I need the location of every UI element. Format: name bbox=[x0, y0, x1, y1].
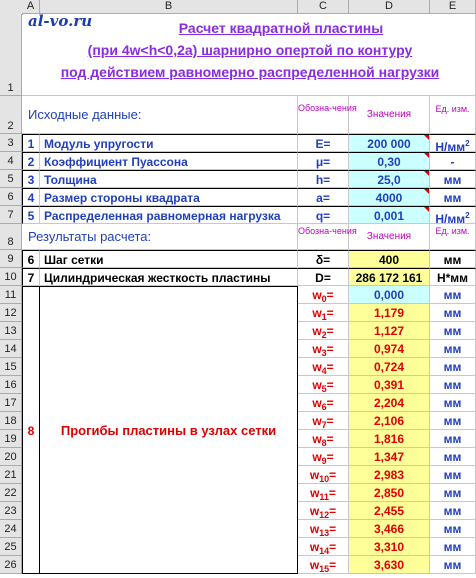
row-header-18[interactable]: 18 bbox=[0, 412, 22, 430]
row-header-1[interactable]: 1 bbox=[0, 14, 22, 96]
deflection-value[interactable]: 2,983 bbox=[349, 466, 430, 484]
deflection-unit[interactable]: мм bbox=[430, 394, 476, 412]
row-header-23[interactable]: 23 bbox=[0, 502, 22, 520]
column-header-c[interactable]: C bbox=[298, 0, 349, 14]
deflection-value[interactable]: 0,974 bbox=[349, 340, 430, 358]
result-unit[interactable]: мм bbox=[430, 250, 476, 268]
row-header-16[interactable]: 16 bbox=[0, 376, 22, 394]
deflection-unit[interactable]: мм bbox=[430, 502, 476, 520]
deflection-value[interactable]: 1,179 bbox=[349, 304, 430, 322]
column-header-b[interactable]: B bbox=[40, 0, 298, 14]
row-header-17[interactable]: 17 bbox=[0, 394, 22, 412]
column-header-e[interactable]: E bbox=[430, 0, 476, 14]
input-number[interactable]: 5 bbox=[22, 206, 40, 224]
input-symbol[interactable]: h= bbox=[298, 170, 349, 188]
input-number[interactable]: 1 bbox=[22, 134, 40, 152]
input-unit[interactable]: - bbox=[430, 152, 476, 170]
result-symbol[interactable]: δ= bbox=[298, 250, 349, 268]
input-unit[interactable]: мм bbox=[430, 188, 476, 206]
designation-header-2[interactable]: Обозна-чения bbox=[298, 224, 349, 250]
deflection-value[interactable]: 1,127 bbox=[349, 322, 430, 340]
deflection-symbol[interactable]: $w_{14}=$ bbox=[298, 538, 349, 556]
deflection-symbol[interactable]: $w_7=$ bbox=[298, 412, 349, 430]
input-number[interactable]: 3 bbox=[22, 170, 40, 188]
deflection-symbol[interactable]: $w_{11}=$ bbox=[298, 484, 349, 502]
deflection-symbol[interactable]: $w_5=$ bbox=[298, 376, 349, 394]
input-unit[interactable]: $Н/мм^2$ bbox=[430, 206, 476, 224]
input-value[interactable]: 4000 bbox=[349, 188, 430, 206]
input-value[interactable]: 25,0 bbox=[349, 170, 430, 188]
input-symbol[interactable]: a= bbox=[298, 188, 349, 206]
deflection-symbol[interactable]: $w_3=$ bbox=[298, 340, 349, 358]
row-header-25[interactable]: 25 bbox=[0, 538, 22, 556]
logo: al-vo.ru bbox=[28, 12, 93, 30]
input-label[interactable]: Толщина bbox=[40, 170, 298, 188]
result-symbol[interactable]: D= bbox=[298, 268, 349, 286]
deflection-unit[interactable]: мм bbox=[430, 484, 476, 502]
input-value[interactable]: 0,001 bbox=[349, 206, 430, 224]
deflection-value[interactable]: 2,850 bbox=[349, 484, 430, 502]
input-label[interactable]: Модуль упругости bbox=[40, 134, 298, 152]
input-label[interactable]: Размер стороны квадрата bbox=[40, 188, 298, 206]
title-line-3: под действием равномерно распределенной нагрузки bbox=[60, 64, 440, 80]
column-header-a[interactable]: A bbox=[22, 0, 40, 14]
row-header-2[interactable]: 2 bbox=[0, 96, 22, 134]
deflection-value[interactable]: 1,347 bbox=[349, 448, 430, 466]
row-header-10[interactable]: 10 bbox=[0, 268, 22, 286]
designation-header[interactable]: Обозна-чения bbox=[298, 96, 349, 134]
result-number[interactable]: 7 bbox=[22, 268, 40, 286]
deflection-value[interactable]: 2,455 bbox=[349, 502, 430, 520]
input-label[interactable]: Распределенная равномерная нагрузка bbox=[40, 206, 298, 224]
row-header-24[interactable]: 24 bbox=[0, 520, 22, 538]
deflection-symbol[interactable]: $w_{10}=$ bbox=[298, 466, 349, 484]
row-header-4[interactable]: 4 bbox=[0, 152, 22, 170]
row-header-8[interactable]: 8 bbox=[0, 224, 22, 250]
deflection-value[interactable]: 0,000 bbox=[349, 286, 430, 304]
deflection-value[interactable]: 0,724 bbox=[349, 358, 430, 376]
row-header-13[interactable]: 13 bbox=[0, 322, 22, 340]
title-line-1: Расчет квадратной пластины bbox=[178, 20, 384, 36]
row-header-21[interactable]: 21 bbox=[0, 466, 22, 484]
deflection-symbol[interactable]: $w_9=$ bbox=[298, 448, 349, 466]
row-header-6[interactable]: 6 bbox=[0, 188, 22, 206]
deflection-unit[interactable]: мм bbox=[430, 448, 476, 466]
deflection-symbol[interactable]: $w_{12}=$ bbox=[298, 502, 349, 520]
row-header-9[interactable]: 9 bbox=[0, 250, 22, 268]
input-number[interactable]: 4 bbox=[22, 188, 40, 206]
deflection-value[interactable]: 0,391 bbox=[349, 376, 430, 394]
result-value[interactable]: 400 bbox=[349, 250, 430, 268]
deflection-unit[interactable]: мм bbox=[430, 538, 476, 556]
deflection-unit[interactable]: мм bbox=[430, 556, 476, 574]
unit-header[interactable]: Ед. изм. bbox=[430, 96, 476, 134]
deflection-unit[interactable]: мм bbox=[430, 430, 476, 448]
deflection-value[interactable]: 3,310 bbox=[349, 538, 430, 556]
input-symbol[interactable]: E= bbox=[298, 134, 349, 152]
deflection-value[interactable]: 3,466 bbox=[349, 520, 430, 538]
row-header-3[interactable]: 3 bbox=[0, 134, 22, 152]
row-header-22[interactable]: 22 bbox=[0, 484, 22, 502]
row-header-12[interactable]: 12 bbox=[0, 304, 22, 322]
row-header-7[interactable]: 7 bbox=[0, 206, 22, 224]
row-header-5[interactable]: 5 bbox=[0, 170, 22, 188]
deflection-unit[interactable]: мм bbox=[430, 304, 476, 322]
deflection-symbol[interactable]: $w_6=$ bbox=[298, 394, 349, 412]
deflection-unit[interactable]: мм bbox=[430, 376, 476, 394]
deflections-number[interactable]: 8 bbox=[22, 286, 40, 574]
row-header-20[interactable]: 20 bbox=[0, 448, 22, 466]
deflection-unit[interactable]: мм bbox=[430, 412, 476, 430]
input-number[interactable]: 2 bbox=[22, 152, 40, 170]
input-data-header[interactable]: Исходные данные: bbox=[22, 96, 298, 134]
row-header-14[interactable]: 14 bbox=[0, 340, 22, 358]
row-header-19[interactable]: 19 bbox=[0, 430, 22, 448]
result-value[interactable]: 286 172 161 bbox=[349, 268, 430, 286]
results-header[interactable]: Результаты расчета: bbox=[22, 224, 298, 250]
result-number[interactable]: 6 bbox=[22, 250, 40, 268]
input-symbol[interactable]: q= bbox=[298, 206, 349, 224]
unit-header-2[interactable]: Ед. изм. bbox=[430, 224, 476, 250]
deflection-unit[interactable]: мм bbox=[430, 286, 476, 304]
input-symbol[interactable]: μ= bbox=[298, 152, 349, 170]
deflection-unit[interactable]: мм bbox=[430, 322, 476, 340]
select-all-corner[interactable] bbox=[0, 0, 23, 15]
deflections-label[interactable]: Прогибы пластины в узлах сетки bbox=[40, 286, 298, 574]
deflection-value[interactable]: 1,816 bbox=[349, 430, 430, 448]
deflection-unit[interactable]: мм bbox=[430, 358, 476, 376]
title-line-2: (при 4w<h<0,2a) шарнирно опертой по контуру bbox=[87, 42, 413, 58]
deflection-symbol[interactable]: $w_{15}=$ bbox=[298, 556, 349, 574]
deflection-unit[interactable]: мм bbox=[430, 520, 476, 538]
value-header-2[interactable]: Значения bbox=[349, 224, 430, 250]
input-value[interactable]: 0,30 bbox=[349, 152, 430, 170]
row-header-26[interactable]: 26 bbox=[0, 556, 22, 574]
input-value[interactable]: 200 000 bbox=[349, 134, 430, 152]
input-label[interactable]: Коэффициент Пуассона bbox=[40, 152, 298, 170]
column-header-d[interactable]: D bbox=[349, 0, 430, 14]
row-header-11[interactable]: 11 bbox=[0, 286, 22, 304]
deflection-value[interactable]: 3,630 bbox=[349, 556, 430, 574]
result-label[interactable]: Цилиндрическая жесткость пластины bbox=[40, 268, 298, 286]
result-unit[interactable]: Н*мм bbox=[430, 268, 476, 286]
value-header[interactable]: Значения bbox=[349, 96, 430, 134]
deflection-symbol[interactable]: $w_{13}=$ bbox=[298, 520, 349, 538]
deflection-value[interactable]: 2,106 bbox=[349, 412, 430, 430]
deflection-symbol[interactable]: $w_0=$ bbox=[298, 286, 349, 304]
deflection-symbol[interactable]: $w_4=$ bbox=[298, 358, 349, 376]
deflection-unit[interactable]: мм bbox=[430, 340, 476, 358]
result-label[interactable]: Шаг сетки bbox=[40, 250, 298, 268]
deflection-symbol[interactable]: $w_1=$ bbox=[298, 304, 349, 322]
deflection-value[interactable]: 2,204 bbox=[349, 394, 430, 412]
input-unit[interactable]: $Н/мм^2$ bbox=[430, 134, 476, 152]
input-unit[interactable]: мм bbox=[430, 170, 476, 188]
deflection-symbol[interactable]: $w_2=$ bbox=[298, 322, 349, 340]
row-header-15[interactable]: 15 bbox=[0, 358, 22, 376]
deflection-unit[interactable]: мм bbox=[430, 466, 476, 484]
deflection-symbol[interactable]: $w_8=$ bbox=[298, 430, 349, 448]
